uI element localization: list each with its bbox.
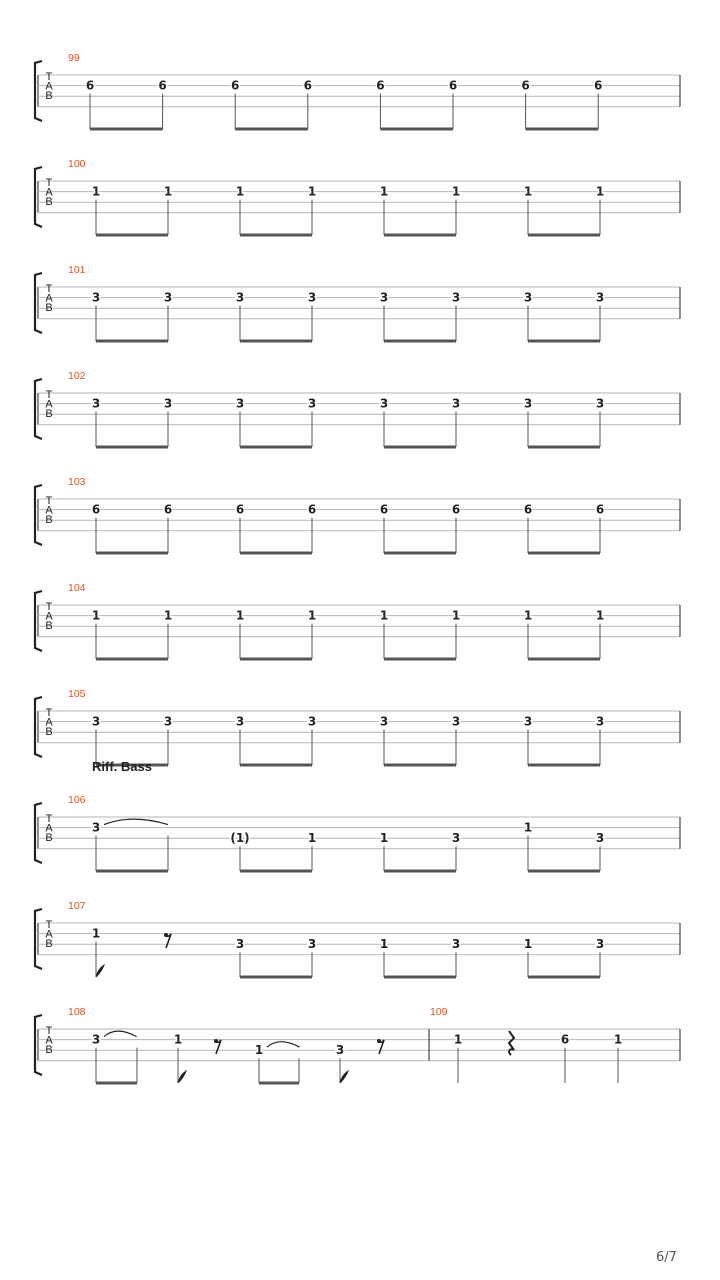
fret-number: 6 <box>521 78 530 93</box>
measure-number: 103 <box>68 476 86 488</box>
fret-number: 6 <box>595 502 605 517</box>
fret-number: 3 <box>595 290 605 305</box>
tab-clef-letter: T <box>45 919 53 931</box>
fret-number: 3 <box>91 396 101 411</box>
measure-number: 102 <box>68 370 86 382</box>
fret-number: 3 <box>235 396 245 411</box>
fret-number: 3 <box>235 937 245 952</box>
fret-number: 3 <box>91 290 101 305</box>
tab-clef-letter: A <box>45 80 53 93</box>
fret-number: 3 <box>163 290 173 305</box>
fret-number: 3 <box>451 831 461 846</box>
tab-clef-letter: B <box>45 514 53 526</box>
tab-clef-letter: A <box>45 716 53 729</box>
fret-number: 1 <box>451 608 461 623</box>
fret-number: 6 <box>303 78 312 93</box>
fret-number: 3 <box>379 396 389 411</box>
fret-number: 1 <box>163 608 173 623</box>
tab-clef-letter: B <box>45 196 53 208</box>
fret-number: 1 <box>523 608 533 623</box>
tab-system <box>35 900 680 977</box>
tab-clef-letter: B <box>45 1044 53 1056</box>
tab-system <box>35 476 680 553</box>
eighth-rest-dot <box>164 933 168 937</box>
fret-number: 1 <box>235 184 245 199</box>
fret-number: 6 <box>560 1032 570 1047</box>
fret-number: 3 <box>379 714 389 729</box>
quarter-rest <box>509 1031 514 1055</box>
measure-number: 109 <box>430 1006 448 1018</box>
fret-number: 6 <box>307 502 317 517</box>
fret-number: 6 <box>451 502 461 517</box>
fret-number: 1 <box>307 184 317 199</box>
measure-number: 104 <box>68 582 86 594</box>
fret-number: 3 <box>235 714 245 729</box>
fret-number: 3 <box>595 396 605 411</box>
fret-number: 1 <box>595 608 605 623</box>
tab-system <box>35 264 680 341</box>
tab-system <box>35 1006 680 1083</box>
fret-number: 1 <box>307 608 317 623</box>
fret-number: 3 <box>235 290 245 305</box>
tab-system <box>35 582 680 659</box>
measure-number: 101 <box>68 264 86 276</box>
tab-clef-letter: T <box>45 707 53 719</box>
fret-number: 3 <box>451 290 461 305</box>
tab-clef-letter: A <box>45 822 53 835</box>
measure-number: 100 <box>68 158 86 170</box>
fret-number: 6 <box>594 78 603 93</box>
tab-clef-letter: T <box>45 389 53 401</box>
fret-number: 6 <box>158 78 167 93</box>
fret-number: 3 <box>595 831 605 846</box>
fret-number: 3 <box>595 937 605 952</box>
tab-clef-letter: A <box>45 1034 53 1047</box>
fret-number: 1 <box>379 937 389 952</box>
note-flag <box>340 1071 348 1083</box>
fret-number: 6 <box>231 78 240 93</box>
fret-number: 6 <box>379 502 389 517</box>
fret-number: 3 <box>523 290 533 305</box>
tab-system <box>35 52 680 129</box>
tab-system <box>35 688 680 765</box>
fret-number: 1 <box>523 184 533 199</box>
fret-number: 1 <box>91 184 101 199</box>
tab-clef-letter: A <box>45 928 53 941</box>
fret-number: 6 <box>91 502 101 517</box>
fret-number: 3 <box>91 1032 101 1047</box>
measure-number: 108 <box>68 1006 86 1018</box>
fret-number: 3 <box>307 396 317 411</box>
eighth-rest-dot <box>214 1039 218 1043</box>
tab-clef-letter: A <box>45 186 53 199</box>
tab-clef-letter: A <box>45 292 53 305</box>
tab-clef-letter: T <box>45 813 53 825</box>
tab-clef-letter: A <box>45 504 53 517</box>
section-label: Riff. Bass <box>92 759 152 774</box>
note-flag <box>178 1071 186 1083</box>
fret-number: 6 <box>163 502 173 517</box>
fret-number: 3 <box>163 714 173 729</box>
fret-number: 3 <box>163 396 173 411</box>
fret-number: 1 <box>379 831 389 846</box>
fret-number: 3 <box>523 714 533 729</box>
fret-number: 1 <box>451 184 461 199</box>
fret-number: 6 <box>235 502 245 517</box>
tab-clef-letter: B <box>45 90 53 102</box>
tab-clef-letter: B <box>45 938 53 950</box>
fret-number: 1 <box>523 820 533 835</box>
measure-number: 99 <box>68 52 80 64</box>
fret-number: 6 <box>85 78 95 93</box>
measure-number: 107 <box>68 900 86 912</box>
tab-clef-letter: B <box>45 832 53 844</box>
tab-clef-letter: B <box>45 408 53 420</box>
tab-clef-letter: T <box>45 1025 53 1037</box>
fret-number: 3 <box>379 290 389 305</box>
fret-number: 3 <box>451 937 461 952</box>
tab-system <box>35 759 680 871</box>
fret-number: 1 <box>595 184 605 199</box>
fret-number: 6 <box>376 78 385 93</box>
fret-number: 3 <box>595 714 605 729</box>
page-number: 6/7 <box>656 1250 677 1265</box>
fret-number: 1 <box>379 184 389 199</box>
fret-number: 3 <box>307 290 317 305</box>
fret-number: (1) <box>230 831 250 846</box>
measure-number: 105 <box>68 688 86 700</box>
tab-clef-letter: T <box>45 71 53 83</box>
tie <box>104 1031 137 1037</box>
tab-clef-letter: T <box>45 177 53 189</box>
tab-system <box>35 370 680 447</box>
fret-number: 3 <box>91 714 101 729</box>
fret-number: 3 <box>451 396 461 411</box>
tie <box>267 1042 300 1048</box>
fret-number: 1 <box>523 937 533 952</box>
tab-clef-letter: A <box>45 610 53 623</box>
tab-clef-letter: B <box>45 620 53 632</box>
fret-number: 1 <box>379 608 389 623</box>
tab-clef-letter: T <box>45 601 53 613</box>
tie <box>104 819 168 825</box>
fret-number: 1 <box>613 1032 623 1047</box>
fret-number: 1 <box>91 608 101 623</box>
fret-number: 1 <box>254 1043 264 1058</box>
tab-clef-letter: A <box>45 398 53 411</box>
fret-number: 3 <box>451 714 461 729</box>
fret-number: 3 <box>307 714 317 729</box>
fret-number: 1 <box>235 608 245 623</box>
tab-clef-letter: T <box>45 495 53 507</box>
eighth-rest-dot <box>377 1039 381 1043</box>
fret-number: 6 <box>448 78 458 93</box>
tab-clef-letter: B <box>45 726 53 738</box>
note-flag <box>96 965 104 977</box>
tab-clef-letter: B <box>45 302 53 314</box>
fret-number: 1 <box>307 831 317 846</box>
fret-number: 1 <box>163 184 173 199</box>
fret-number: 1 <box>91 926 101 941</box>
tab-clef-letter: T <box>45 283 53 295</box>
measure-number: 106 <box>68 794 86 806</box>
fret-number: 3 <box>335 1043 345 1058</box>
fret-number: 1 <box>453 1032 463 1047</box>
fret-number: 1 <box>173 1032 183 1047</box>
fret-number: 3 <box>91 820 101 835</box>
fret-number: 6 <box>523 502 533 517</box>
fret-number: 3 <box>307 937 317 952</box>
fret-number: 3 <box>523 396 533 411</box>
tab-system <box>35 158 680 235</box>
